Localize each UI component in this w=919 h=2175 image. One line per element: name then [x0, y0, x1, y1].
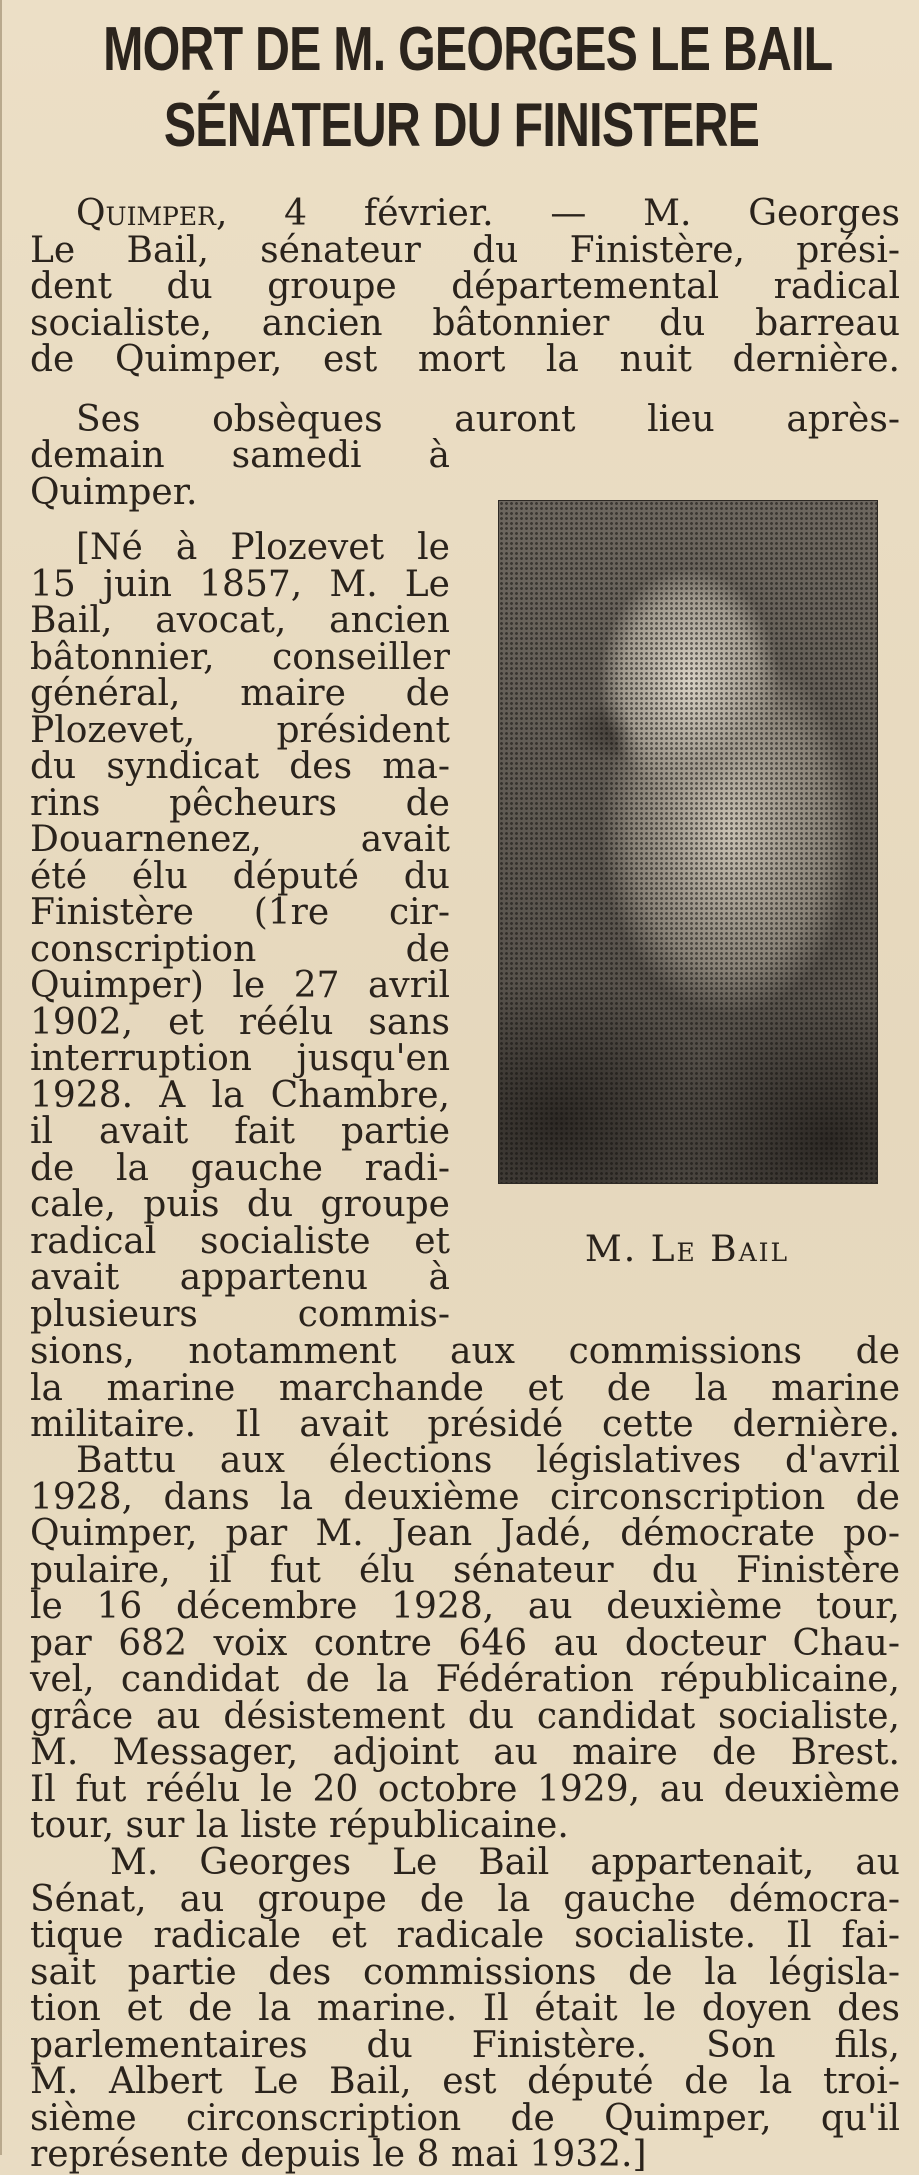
- election-line: 1928, dans la deuxième circonscription de: [30, 1476, 900, 1518]
- headline-line-2: SÉNATEUR DU FINISTERE: [163, 91, 760, 160]
- photo-caption: M. Le Bail: [584, 1229, 790, 1270]
- senate-line: M. Albert Le Bail, est député de la troi-: [30, 2061, 900, 2102]
- headline-line-1: MORT DE M. GEORGES LE BAIL: [103, 15, 833, 84]
- intro-paragraph: [30, 193, 900, 380]
- bio-line: été élu député du: [30, 855, 450, 897]
- bio-line: du syndicat des ma-: [30, 746, 450, 787]
- funeral-line: demain samedi à: [30, 435, 450, 476]
- election-paragraph: [30, 1440, 900, 1846]
- intro-line-text: , 4 février. — M. Georges: [215, 193, 900, 234]
- bio-line: militaire. Il avait présidé cette dernière.: [30, 1404, 900, 1445]
- election-line: M. Messager, adjoint au maire de Brest.: [30, 1732, 900, 1773]
- election-line: pulaire, il fut élu sénateur du Finistère: [30, 1549, 900, 1591]
- bio-line: 1928. A la Chambre,: [30, 1074, 450, 1116]
- bio-line: 15 juin 1857, M. Le: [30, 563, 450, 605]
- election-line: le 16 décembre 1928, au deuxième tour,: [30, 1586, 900, 1627]
- bio-line: il avait fait partie: [30, 1111, 450, 1152]
- intro-line: de Quimper, est mort la nuit dernière.: [30, 339, 900, 380]
- bio-line: Douarnenez, avait: [30, 819, 450, 860]
- funeral-paragraph: [30, 399, 900, 440]
- bio-line: [Né à Plozevet le: [76, 527, 450, 568]
- bio-line: conscription de: [30, 928, 450, 970]
- election-line: Battu aux élections législatives d'avril: [76, 1440, 900, 1481]
- election-line: grâce au désistement du candidat socialiste,: [30, 1695, 900, 1737]
- senate-line: Sénat, au groupe de la gauche démocra-: [30, 1878, 900, 1920]
- bio-line: avait appartenu à: [30, 1257, 450, 1298]
- senate-line: sième circonscription de Quimper, qu'il: [30, 2097, 900, 2139]
- dateline: Quimper: [76, 193, 216, 234]
- bio-line: Quimper) le 27 avril: [30, 965, 450, 1006]
- bio-line: Finistère (1re cir-: [30, 892, 450, 933]
- senate-line: représente depuis le 8 mai 1932.]: [30, 2134, 647, 2175]
- headline: [103, 12, 833, 164]
- senate-line: tique radicale et radicale socialiste. Il fai-: [30, 1915, 900, 1956]
- intro-line: dent du groupe départemental radical: [30, 266, 900, 307]
- election-line: vel, candidat de la Fédération républicaine,: [30, 1659, 900, 1700]
- election-line: par 682 voix contre 646 au docteur Chau-: [30, 1622, 900, 1664]
- senate-line: M. Georges Le Bail appartenait, au: [110, 1842, 900, 1883]
- senate-paragraph: [30, 1842, 900, 2175]
- intro-line: Le Bail, sénateur du Finistère, prési-: [30, 229, 900, 271]
- bio-narrow-column: [30, 527, 450, 1335]
- senate-line: parlementaires du Finistère. Son fils,: [30, 2024, 900, 2066]
- election-line: Quimper, par M. Jean Jadé, démocrate po-: [30, 1513, 900, 1554]
- funeral-line: Ses obsèques auront lieu après-: [76, 399, 900, 440]
- bio-wide-column: [30, 1331, 900, 1445]
- bio-line: général, maire de: [30, 673, 450, 714]
- intro-line: socialiste, ancien bâtonnier du barreau: [30, 302, 900, 344]
- senate-line: sait partie des commissions de la législa-: [30, 1951, 900, 1993]
- bio-line: plusieurs commis-: [30, 1293, 450, 1335]
- senate-line: tion et de la marine. Il était le doyen des: [30, 1988, 900, 2029]
- funeral-paragraph-narrow: [30, 435, 450, 513]
- portrait-photo: [498, 500, 878, 1184]
- bio-line: Plozevet, président: [30, 709, 450, 751]
- bio-line: cale, puis du groupe: [30, 1184, 450, 1225]
- bio-line: sions, notamment aux commissions de: [30, 1331, 900, 1372]
- election-line: Il fut réélu le 20 octobre 1929, au deuxième: [30, 1768, 900, 1810]
- bio-line: radical socialiste et: [30, 1220, 450, 1262]
- bio-line: de la gauche radi-: [30, 1147, 450, 1189]
- headline-block: [2, 12, 919, 164]
- intro-line: [30, 193, 900, 234]
- bio-line: 1902, et réélu sans: [30, 1001, 450, 1043]
- bio-line: rins pêcheurs de: [30, 782, 450, 824]
- bio-line: interruption jusqu'en: [30, 1038, 450, 1079]
- bio-line: Bail, avocat, ancien: [30, 600, 450, 641]
- election-line: tour, sur la liste républicaine.: [30, 1805, 569, 1846]
- bio-line: la marine marchande et de la marine: [30, 1367, 900, 1409]
- funeral-line: Quimper.: [30, 471, 198, 513]
- bio-line: bâtonnier, conseiller: [30, 636, 450, 678]
